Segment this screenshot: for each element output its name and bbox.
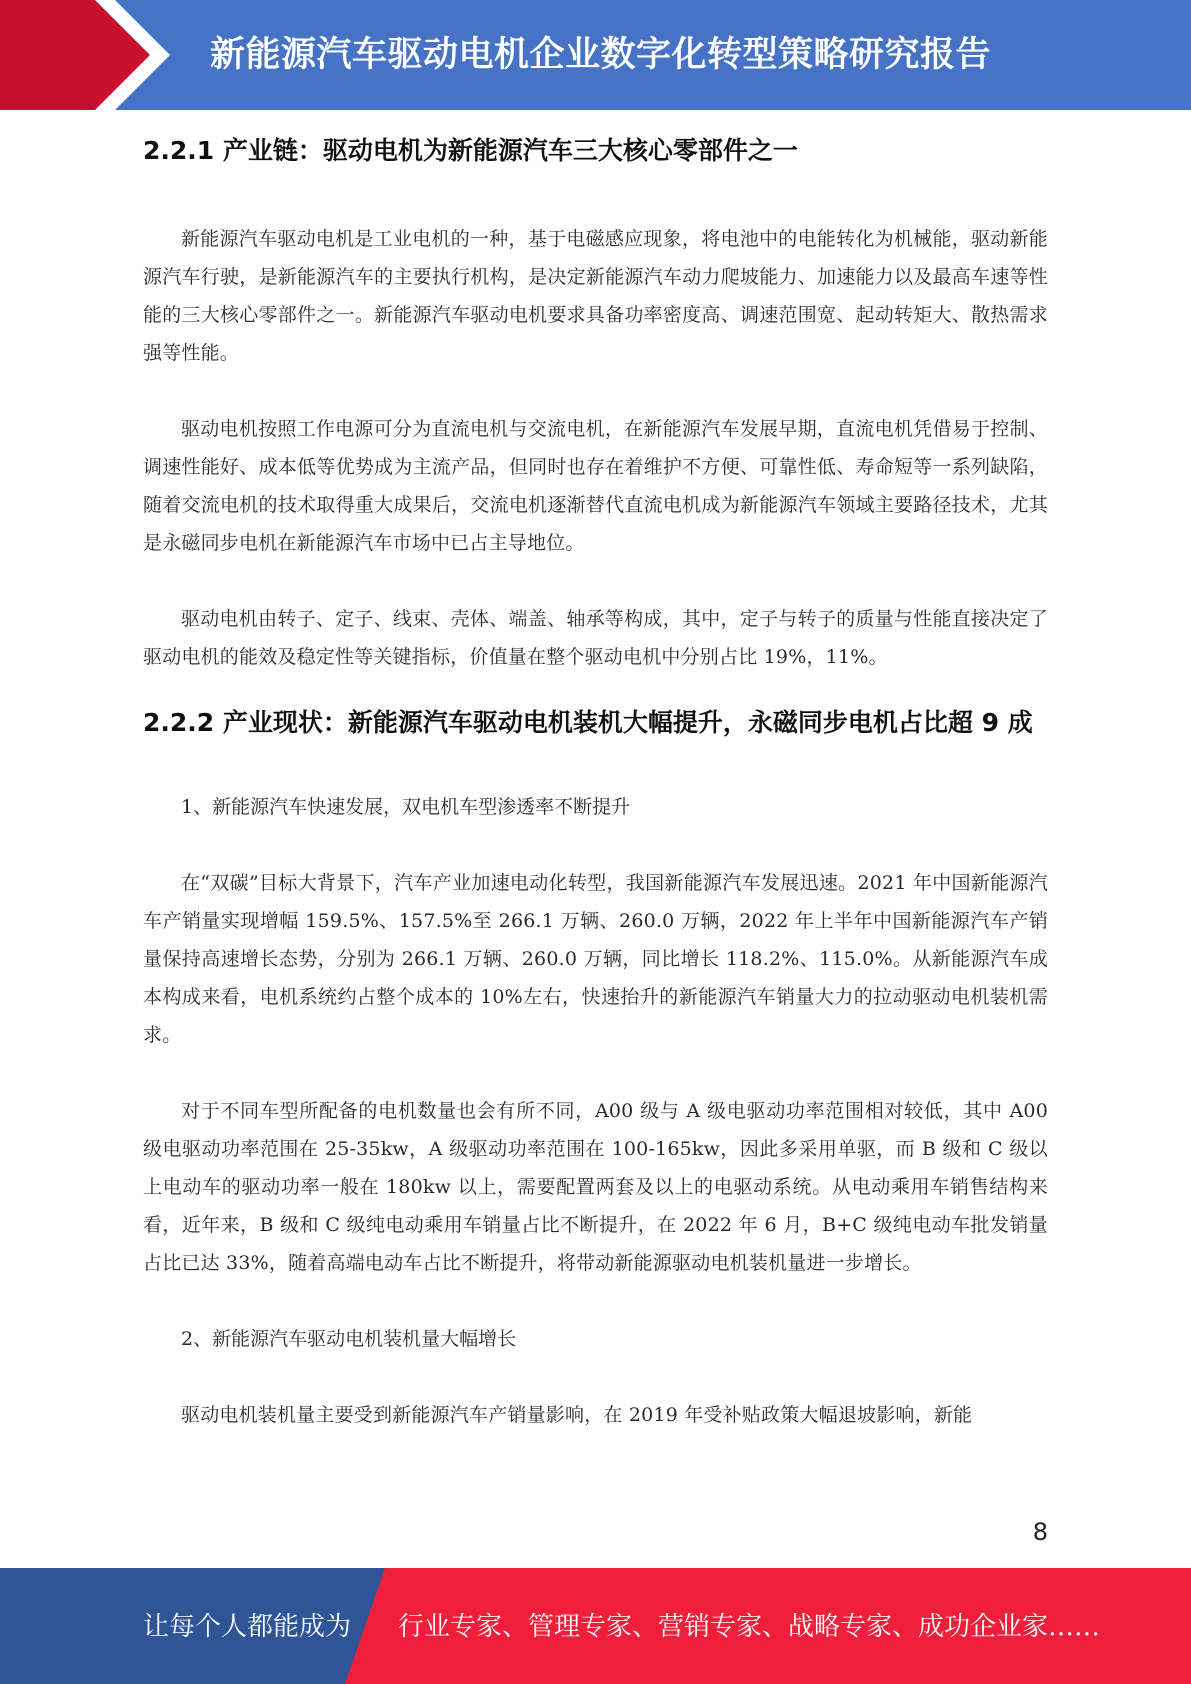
paragraph: 驱动电机装机量主要受到新能源汽车产销量影响，在 2019 年受补贴政策大幅退坡影响，新能	[181, 1404, 973, 1426]
page-number: 8	[1032, 1518, 1048, 1546]
paragraph: 在“双碳”目标大背景下，汽车产业加速电动化转型，我国新能源汽车发展迅速。2021 年中国新能源汽车产销量实现增幅 159.5%、157.5%至 266.1 万辆、260.0 万辆，2022 年上半年中国新能源汽车产销量保持高速增长态势，分别为 266.1 万辆、260.0 万辆，同比增长 118.2%、115.0%。从新能源汽车成本构成来看，电机系统约占整个成本的 10%左右，快速抬升的新能源汽车销量大力的拉动驱动电机装机需求。	[143, 872, 1048, 1046]
paragraph: 驱动电机按照工作电源可分为直流电机与交流电机，在新能源汽车发展早期，直流电机凭借易于控制、调速性能好、成本低等优势成为主流产品，但同时也存在着维护不方便、可靠性低、寿命短等一系列缺陷，随着交流电机的技术取得重大成果后，交流电机逐渐替代直流电机成为新能源汽车领域主要路径技术，尤其是永磁同步电机在新能源汽车市场中已占主导地位。	[143, 418, 1048, 554]
section-heading-2-2-1: 2.2.1 产业链：驱动电机为新能源汽车三大核心零部件之一	[143, 136, 798, 165]
paragraph: 驱动电机由转子、定子、线束、壳体、端盖、轴承等构成，其中，定子与转子的质量与性能直接决定了驱动电机的能效及稳定性等关键指标，价值量在整个驱动电机中分别占比 19%，11%。	[143, 608, 1048, 668]
subheading: 2、新能源汽车驱动电机装机量大幅增长	[181, 1328, 517, 1350]
subheading: 1、新能源汽车快速发展，双电机车型渗透率不断提升	[181, 796, 631, 818]
footer-bar	[0, 1568, 1191, 1684]
section-heading-2-2-2: 2.2.2 产业现状：新能源汽车驱动电机装机大幅提升，永磁同步电机占比超 9 成	[143, 708, 1033, 737]
footer-slogan-left: 让每个人都能成为	[143, 1612, 352, 1642]
report-title: 新能源汽车驱动电机企业数字化转型策略研究报告	[210, 35, 992, 75]
document-body	[143, 120, 1048, 1434]
paragraph: 新能源汽车驱动电机是工业电机的一种，基于电磁感应现象，将电池中的电能转化为机械能，驱动新能源汽车行驶，是新能源汽车的主要执行机构，是决定新能源汽车动力爬坡能力、加速能力以及最高车速等性能的三大核心零部件之一。新能源汽车驱动电机要求具备功率密度高、调速范围宽、起动转矩大、散热需求强等性能。	[143, 228, 1048, 364]
header-bar	[0, 0, 1191, 110]
paragraph: 对于不同车型所配备的电机数量也会有所不同，A00 级与 A 级电驱动功率范围相对较低，其中 A00 级电驱动功率范围在 25-35kw，A 级驱动功率范围在 100-165kw，因此多采用单驱，而 B 级和 C 级以上电动车的驱动功率一般在 180kw 以上，需要配置两套及以上的电驱动系统。从电动乘用车销售结构来看，近年来，B 级和 C 级纯电动乘用车销量占比不断提升，在 2022 年 6 月，B+C 级纯电动车批发销量占比已达 33%，随着高端电动车占比不断提升，将带动新能源驱动电机装机量进一步增长。	[143, 1100, 1048, 1274]
footer-slogan-right: 行业专家、管理专家、营销专家、战略专家、成功企业家……	[398, 1612, 1101, 1642]
